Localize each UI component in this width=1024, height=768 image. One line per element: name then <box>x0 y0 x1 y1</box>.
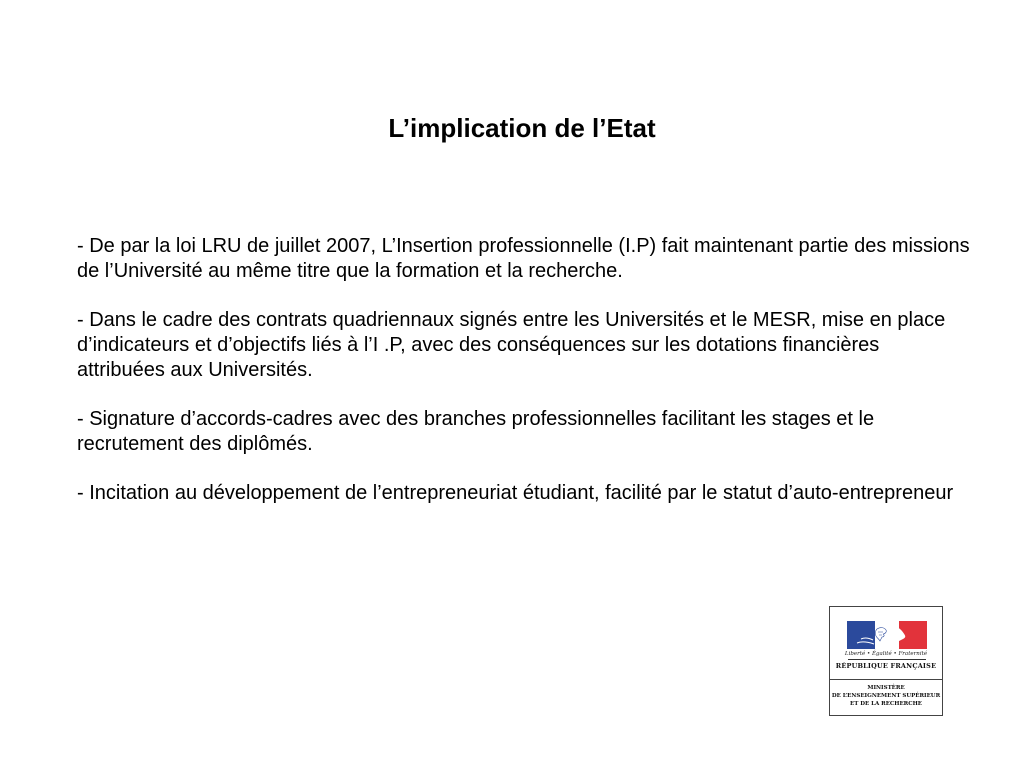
bullet-paragraph-contrats: - Dans le cadre des contrats quadriennaux signés entre les Universités et le MESR, mise en place d’indicateurs et d’objectifs liés à l’I .P, avec des conséquences sur les dotations financières attribuées aux Universités. <box>77 309 946 381</box>
logo-ministere <box>830 684 942 708</box>
slide-title: L’implication de l’Etat <box>388 113 656 143</box>
logo-republique: RÉPUBLIQUE FRANÇAISE <box>835 662 937 670</box>
slide-body <box>77 234 972 530</box>
bullet-paragraph-accords: - Signature d’accords-cadres avec des branches professionnelles facilitant les stages et le recrutement des diplômés. <box>77 408 875 455</box>
logo-rule <box>848 659 926 660</box>
logo-divider <box>830 679 942 680</box>
ministere-line-1: MINISTÈRE <box>867 685 905 691</box>
marianne-flag-icon <box>847 621 927 649</box>
marianne-block <box>830 607 942 678</box>
bullet-paragraph-entrepreneuriat: - Incitation au développement de l’entrepreneuriat étudiant, facilité par le statut d’auto-entrepreneur <box>77 482 954 504</box>
ministry-logo <box>829 606 943 716</box>
ministere-line-2: DE L’ENSEIGNEMENT SUPÉRIEUR <box>831 693 941 699</box>
bullet-paragraph-lru: - De par la loi LRU de juillet 2007, L’Insertion professionnelle (I.P) fait maintenant partie des missions de l’Université au même titre que la formation et la recherche. <box>77 235 970 282</box>
logo-motto: Liberté • Égalité • Fraternité <box>844 651 928 657</box>
ministere-line-3: ET DE LA RECHERCHE <box>850 701 922 707</box>
